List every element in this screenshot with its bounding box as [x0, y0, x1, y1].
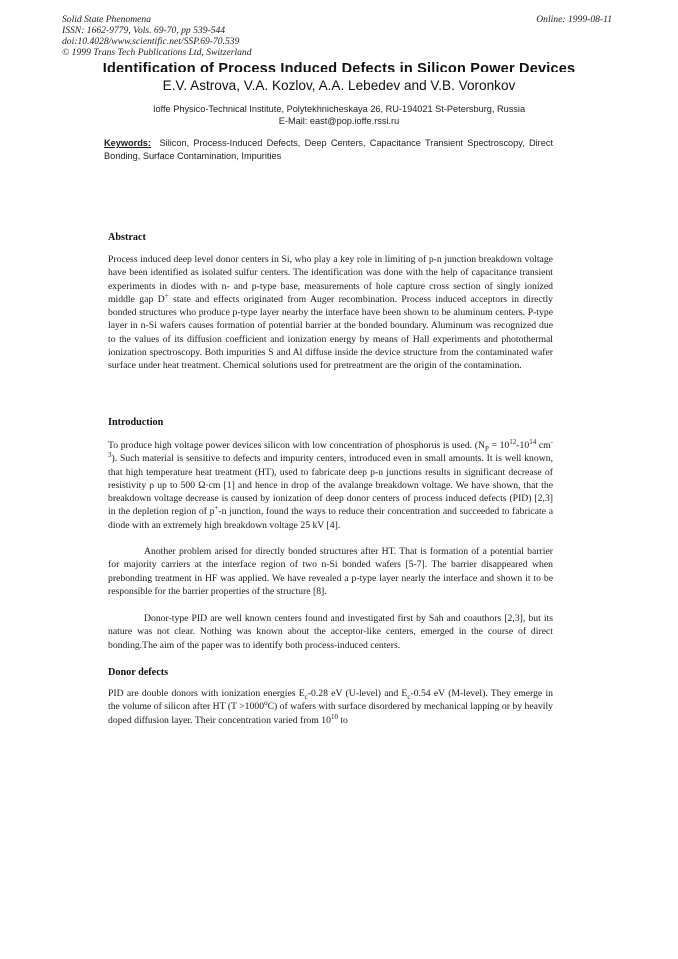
intro-sub-p: P — [484, 444, 489, 453]
donor-text-c: -0.54 eV (M-level). They emerge in the volume of silicon after HT (T >1000 — [108, 688, 553, 713]
online-date: Online: 1999-08-11 — [536, 14, 612, 25]
intro-text-c: -10 — [516, 440, 530, 451]
abstract-sup: + — [164, 291, 169, 300]
intro-paragraph-3: Donor-type PID are well known centers found and investigated first by Sah and coauthors [2,3], but its nature was not clear. Nothing was known about the acceptor-like centers, emerged in the course of direct bonding.The aim of the paper was to identify both process-induced centers. — [108, 613, 553, 651]
issn-line: ISSN: 1662-9779, Vols. 69-70, pp 539-544 — [62, 25, 226, 36]
donor-sub-c1: c — [304, 692, 308, 701]
intro-text-e: ). Such material is sensitive to defects and impurity centers, introduced even in small amounts. It is well known, that high temperature heat treatment (HT), used to fabricate deep p-n junctions results in significant decrease of resistivity ρ up to 500 Ω·cm [1] and hence in drop of the avalange breakdown voltage. We have shown, that the breakdown voltage decrease is caused by ionization of deep donor centers of process induced defects (PID) [2,3] in the depletion region of p — [108, 453, 553, 518]
paper-title — [0, 60, 678, 72]
intro-text-a: To produce high voltage power devices silicon with low concentration of phosphorus is used. (N — [108, 440, 485, 451]
intro-paragraph-1 — [108, 439, 553, 532]
intro-text-f: -n junction, found the ways to reduce their concentration and succeeded to fabricate a diode with an extremely high breakdown voltage 25 kV [4]. — [108, 506, 553, 531]
abstract-text-2: state and effects originated from Auger recombination. Process induced acceptors in directly bonded structures who produce p-type layer nearby the interface have been shown to be aluminum centers. P-type layer in n-Si wafers causes formation of potential barrier at the bonded boundary. Aluminum was recognized due to the values of its diffusion coefficient and ionization energy by means of Hall experiments and photothermal ionization spectroscopy. Both impurities S and Al diffuse inside the device structure from the contaminated wafer surface under heat treatment. Chemical solutions used for pretreatment are the origin of the contamination. — [108, 293, 553, 371]
paper-title-text: Identification of Process Induced Defects in Silicon Power Devices — [102, 61, 576, 72]
donor-text-b: -0.28 eV (U-level) and E — [307, 688, 408, 699]
abstract-paragraph — [108, 253, 553, 372]
donor-defects-heading: Donor defects — [108, 667, 169, 678]
authors-line: E.V. Astrova, V.A. Kozlov, A.A. Lebedev and V.B. Voronkov — [162, 78, 516, 93]
donor-paragraph — [108, 687, 553, 727]
donor-text-d: C) of wafers with surface disordered by mechanical lapping or by heavily doped diffusion layer. Their concentration varied from 10 — [108, 701, 553, 726]
keywords-block — [104, 137, 553, 162]
keywords-label: Keywords: — [104, 138, 151, 148]
keywords-text: Silicon, Process-Induced Defects, Deep Centers, Capacitance Transient Spectroscopy, Direct Bonding, Surface Contamination, Impurities — [104, 138, 553, 161]
intro-sup-plus: + — [214, 504, 219, 513]
affiliation-block — [0, 103, 678, 127]
donor-sub-c2: c — [407, 692, 411, 701]
doi-line: doi:10.4028/www.scientific.net/SSP.69-70.539 — [62, 36, 240, 47]
donor-sup-degree: o — [264, 699, 268, 708]
intro-text-d: cm — [536, 440, 551, 451]
intro-sup-14: 14 — [529, 437, 537, 446]
donor-sup-10: 10 — [330, 712, 338, 721]
introduction-heading: Introduction — [108, 417, 164, 428]
affiliation: Ioffe Physico-Technical Institute, Polytekhnicheskaya 26, RU-194021 St-Petersburg, Russia — [152, 104, 526, 114]
donor-text-e: to — [337, 714, 348, 726]
email: E-Mail: east@pop.ioffe.rssi.ru — [278, 116, 400, 126]
donor-text-a: PID are double donors with ionization energies E — [108, 688, 305, 699]
intro-sup-12: 12 — [509, 437, 517, 446]
abstract-heading: Abstract — [108, 232, 146, 243]
intro-text-b: = 10 — [488, 440, 510, 451]
abstract-text-1: Process induced deep level donor centers in Si, who play a key role in limiting of p-n junction breakdown voltage have been identified as isolated sulfur centers. The identification was done with the help of capacitance transient experiments in diodes with n- and p-type base, measurements of hole capture cross section of singly ionized middle gap D — [108, 254, 553, 305]
intro-paragraph-2: Another problem arised for directly bonded structures after HT. That is formation of a potential barrier for majority carriers at the interface region of two n-Si bonded wafers [5-7]. The barrier disappeared when prebonding treatment in HF was applied. We have revealed a p-type layer nearly the interface and shown it to be responsible for the barrier properties of the structure [8]. — [108, 546, 553, 597]
copyright-line: © 1999 Trans Tech Publications Ltd, Switzerland — [62, 47, 252, 58]
journal-name: Solid State Phenomena — [62, 14, 151, 25]
journal-header — [62, 14, 612, 58]
intro-sup-minus3: -3 — [108, 437, 553, 460]
